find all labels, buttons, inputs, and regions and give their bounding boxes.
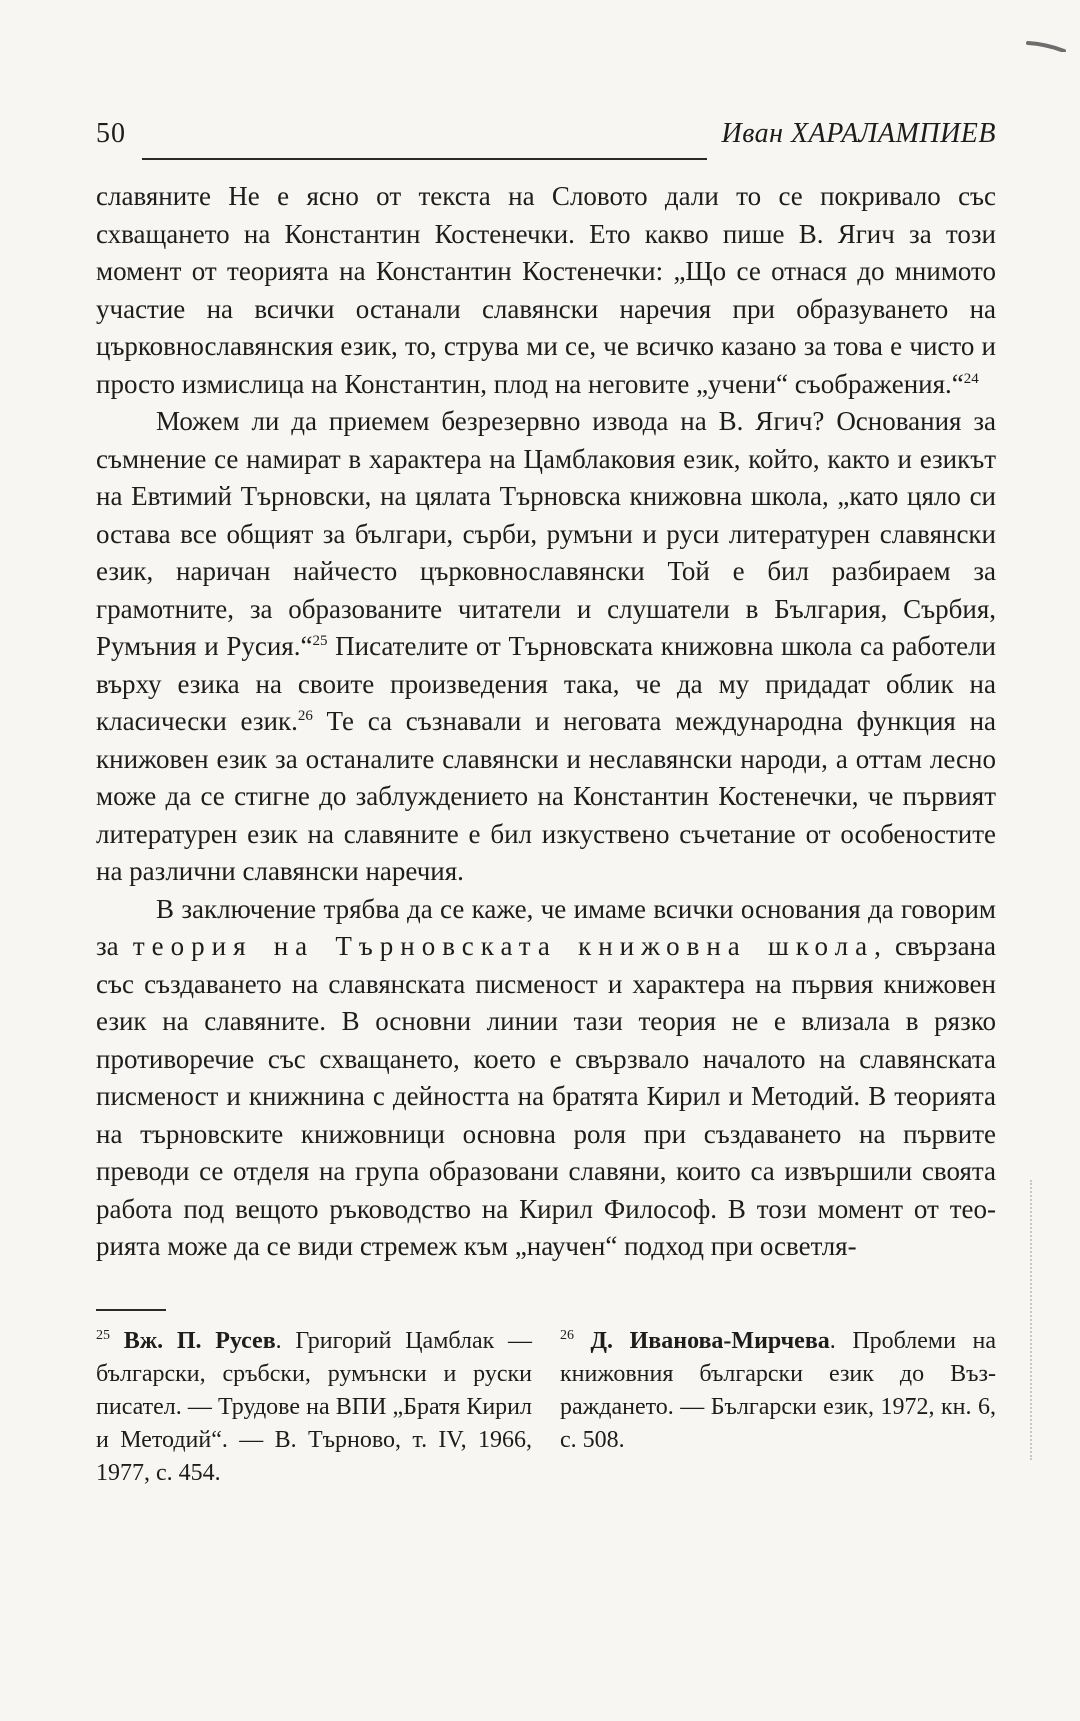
footnotes bbox=[96, 1325, 996, 1490]
paragraph-text: славяните Не е ясно от текста на Словото дали то се покривало със схващането на Константин Костенечки. Ето какво пише В. Ягич за този момент от теорията на Константин Костенечки: „Що се отнася до мнимото участие на всички останали славянски наречия при образуването на църковнославянския език, то, струва ми се, че всичко казано за това е чисто и просто измислица на Константин, плод на неговите „учени“ съображения.“ bbox=[96, 181, 996, 399]
paragraph-2 bbox=[96, 403, 996, 891]
footnote-number: 25 bbox=[96, 1327, 110, 1343]
footnote-25 bbox=[96, 1325, 532, 1490]
scan-corner-mark bbox=[1026, 40, 1066, 52]
paragraph-1 bbox=[96, 178, 996, 403]
footnote-ref-25: 25 bbox=[312, 633, 328, 649]
paragraph-3 bbox=[96, 891, 996, 1266]
header-author: Иван ХАРАЛАМПИЕВ bbox=[721, 118, 996, 149]
paragraph-text: Писателите от Търновската книжовна школа са работели върху езика на своите произведения така, че да му придадат облик на класически език. bbox=[96, 631, 996, 736]
footnote-number: 26 bbox=[560, 1327, 574, 1343]
emphasized-term: теория на Търновската книжовна школа bbox=[132, 931, 875, 961]
footnote-text: . Григорий Цамблак — български, сръбски, румънски и руски писател. — Трудове на ВПИ „Братя Кирил и Методий“. — В. Търново, т. IV, 1966, 1977, с. 454. bbox=[96, 1327, 532, 1486]
page-number: 50 bbox=[96, 118, 126, 149]
running-header bbox=[96, 118, 996, 168]
paragraph-text: В заключение трябва да се каже, че имаме всички основания да говорим за bbox=[96, 893, 996, 961]
header-rule bbox=[142, 158, 707, 160]
main-text bbox=[96, 178, 996, 1266]
footnote-rule bbox=[96, 1309, 166, 1311]
paragraph-text: , свързана със създаването на славянската писменост и характера на първия книжовен език на славяните. В основни линии тази теория не е влизала в рязко противоречие със схващането, което е свързвало началото на славянската писменост и книжнина с дейността на братята Кирил и Методий. В теорията на търновските книжовници основна роля при създаването на първите преводи се отделя на група образовани славяни, които са извършили своята работа под вещото ръководство на Кирил Философ. В този момент от теорията може да се види стремеж към „научен“ подход при осветля- bbox=[96, 931, 996, 1261]
paragraph-text: Можем ли да приемем безрезервно извода на В. Ягич? Основания за съмнение се намират в характера на Цамблаковия език, който, както и езикът на Евтимий Търновски, на цялата Търновска книжовна школа, „като цяло си остава все общият за българи, сърби, румъни и руси литературен славянски език, наричан найчесто църковнославянски Той е бил разбираем за грамотните, за образованите читатели и слушатели в България, Сърбия, Румъния и Русия.“ bbox=[96, 406, 996, 661]
footnote-ref-26: 26 bbox=[297, 708, 313, 724]
footnote-26 bbox=[560, 1325, 996, 1490]
paragraph-text: Те са съзнавали и неговата международна функция на книжовен език за останалите славянски и неславянски народи, а оттам лесно може да се стигне до заблуждението на Константин Костенечки, че първият литературен език на славяните е бил изкуствено съчетание от особеностите на различни славянски наречия. bbox=[96, 706, 997, 886]
footnote-author: Вж. П. Русев bbox=[123, 1327, 276, 1354]
book-page bbox=[96, 118, 996, 1490]
footnote-ref-24: 24 bbox=[963, 370, 979, 387]
footnote-text: . Проблеми на книжовния български език до Възраждането. — Български език, 1972, кн. 6, с. 508. bbox=[560, 1327, 996, 1453]
scan-edge-noise bbox=[1030, 1180, 1036, 1460]
footnote-author: Д. Иванова-Мирчева bbox=[590, 1327, 830, 1354]
